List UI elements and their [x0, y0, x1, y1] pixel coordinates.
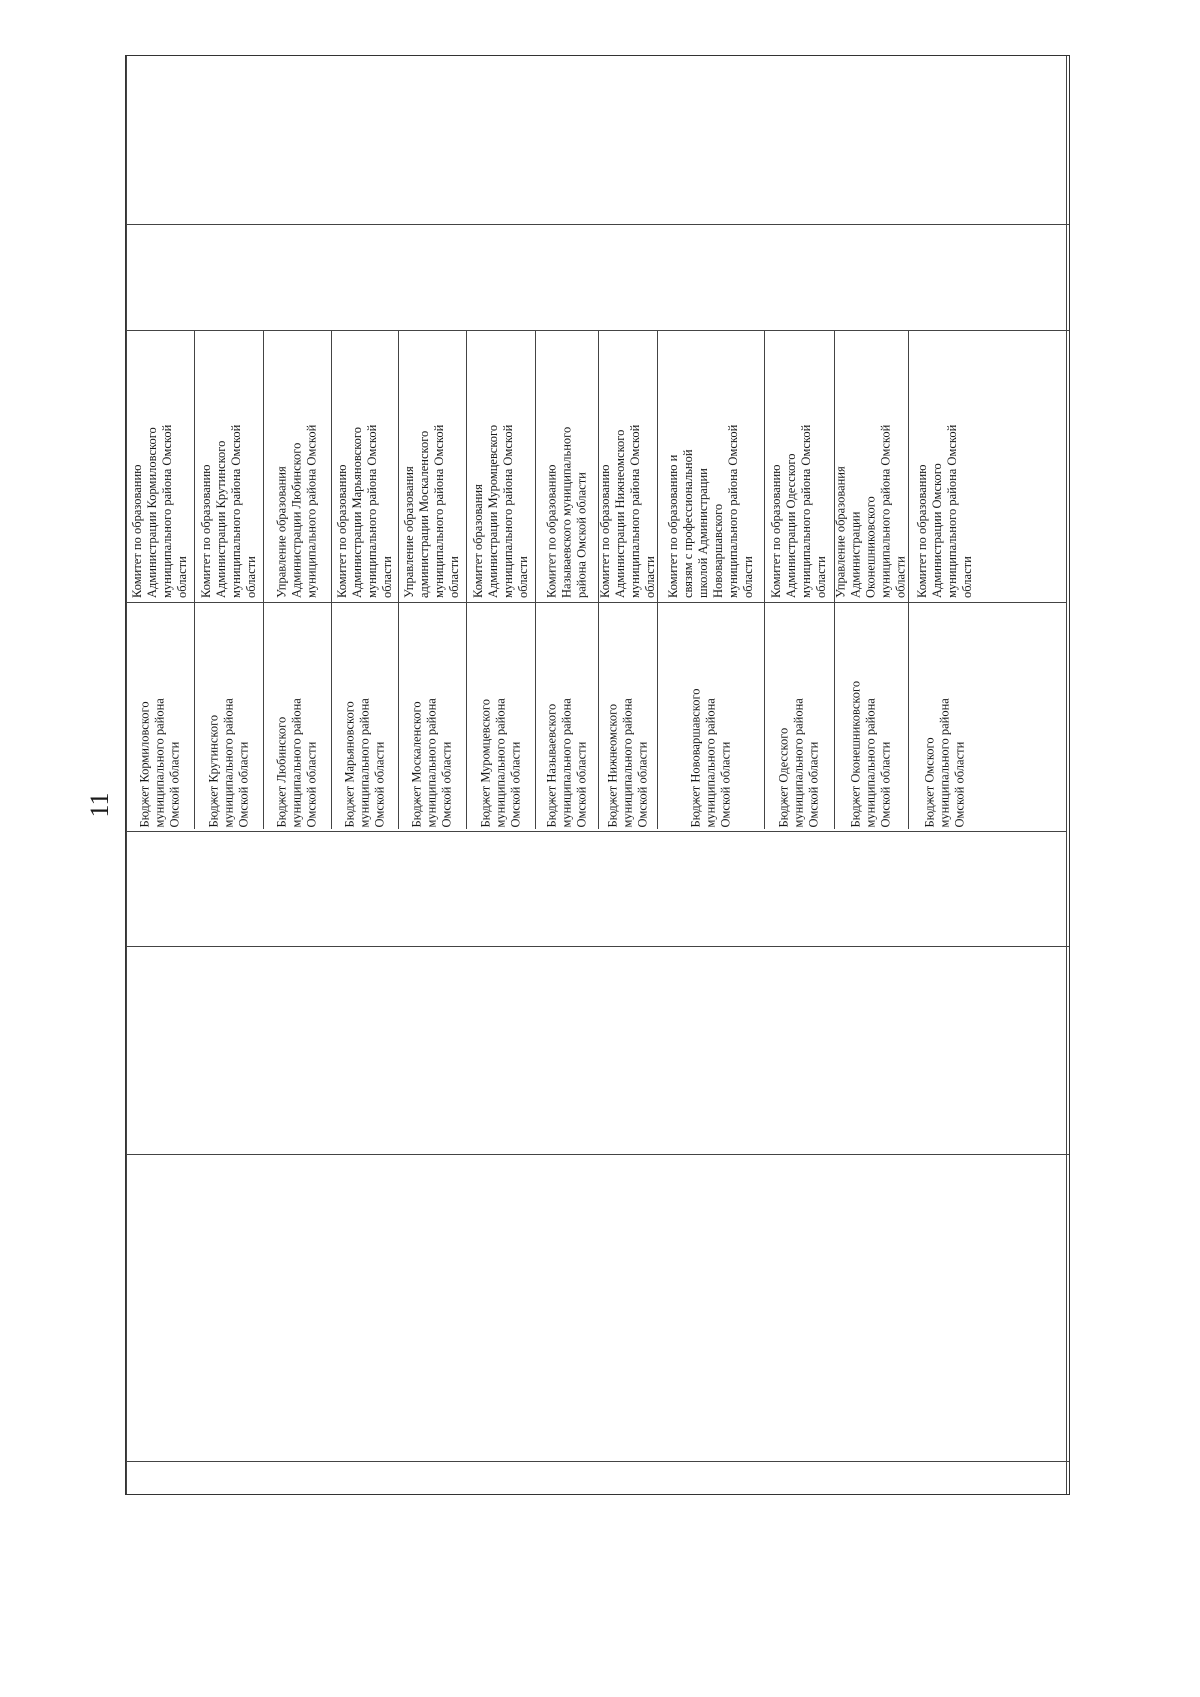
budget-name: Бюджет Кормиловского муниципального района Омской области [137, 697, 182, 827]
budget-cell [535, 602, 598, 831]
organ-cell [398, 330, 466, 602]
budget-name: Бюджет Нижнеомского муниципального района Омской области [605, 697, 649, 827]
organ-cell [764, 330, 834, 602]
column-divider-6 [126, 1154, 1069, 1155]
organ-name: Комитет по образованию Администрации Марьяновского муниципального района Омской области [334, 424, 394, 598]
organ-cell [535, 330, 598, 602]
organ-name: Комитет по образованию Администрации Крутинского муниципального района Омской области [198, 424, 258, 598]
budget-name: Бюджет Крутинского муниципального района Омской области [206, 697, 250, 827]
budget-cell [657, 602, 764, 831]
budget-cell [398, 602, 466, 831]
organ-cell [908, 330, 982, 602]
organ-name: Комитет по образованию Администрации Одесского муниципального района Омской области [769, 424, 828, 598]
organ-cell [126, 330, 194, 602]
organ-cell [466, 330, 535, 602]
budget-cell [764, 602, 834, 831]
budget-name: Бюджет Москаленского муниципального района Омской области [409, 697, 454, 827]
budget-cell [331, 602, 398, 831]
budget-name: Бюджет Оконешниковского муниципального района Омской области [848, 680, 893, 827]
organ-cell [194, 330, 263, 602]
budget-name: Бюджет Одесского муниципального района Омской области [776, 697, 821, 827]
table-border-right [1066, 56, 1067, 1494]
organ-name: Управление образования Администрации Любинского муниципального района Омской [274, 424, 319, 598]
organ-name: Комитет образования Администрации Муромцевского муниципального района Омской области [470, 424, 530, 598]
organ-name: Комитет по образованию Называевского муниципального района Омской области [544, 426, 588, 598]
organ-name: Управление образования Администрации Оконешниковского муниципального района Омской области [834, 424, 908, 598]
organ-name: Комитет по образованию Администрации Кормиловского муниципального района Омской области [130, 424, 189, 598]
organ-name: Управление образования администрации Москаленского муниципального района Омской области [402, 424, 461, 598]
column-divider-7 [126, 1461, 1069, 1462]
organ-name: Комитет по образованию Администрации Омского муниципального района Омской области [915, 424, 974, 598]
organ-cell [657, 330, 764, 602]
budget-name: Бюджет Омского муниципального района Омской области [922, 697, 967, 827]
column-divider-5 [126, 946, 1069, 947]
budget-cell [263, 602, 331, 831]
budget-name: Бюджет Называевского муниципального района Омской области [544, 697, 588, 827]
column-divider-1 [126, 224, 1069, 225]
budget-name: Бюджет Муромцевского муниципального района Омской области [478, 697, 522, 827]
budget-cell [466, 602, 535, 831]
organ-name: Комитет по образованию и связям с профессиональной школой Администрации Нововаршавского муниципального района Омской области [665, 424, 755, 598]
budget-cell [598, 602, 657, 831]
budget-name: Бюджет Любинского муниципального района Омской области [274, 697, 319, 827]
organ-cell [331, 330, 398, 602]
budget-name: Бюджет Марьяновского муниципального района Омской области [342, 697, 386, 827]
budget-name: Бюджет Нововаршавского муниципального района Омской области [688, 687, 732, 827]
budget-cell [126, 602, 194, 831]
budget-cell [194, 602, 263, 831]
page-number: 11 [85, 792, 114, 818]
budget-cell [908, 602, 982, 831]
column-divider-4 [126, 831, 1066, 832]
budget-cell [834, 602, 908, 831]
organ-cell [834, 330, 908, 602]
organ-name: Комитет по образованию Администрации Нижнеомского муниципального района Омской области [598, 424, 657, 598]
rotated-table [125, 55, 1070, 1495]
organ-cell [598, 330, 657, 602]
organ-cell [263, 330, 331, 602]
